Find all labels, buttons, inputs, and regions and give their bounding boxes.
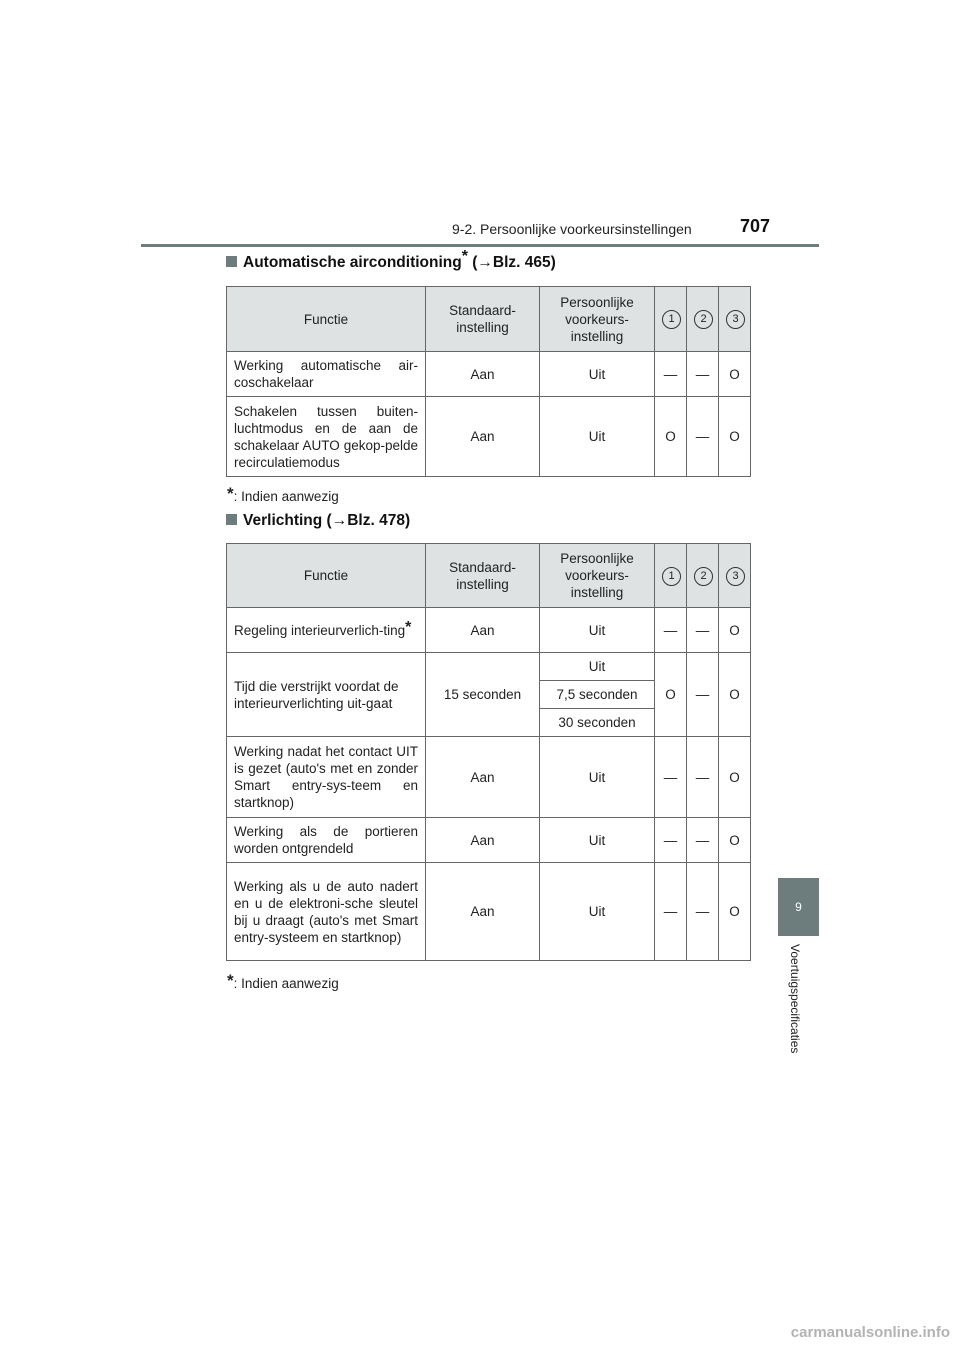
method-1-cell: O — [655, 653, 687, 737]
column-header-1 — [655, 544, 687, 608]
method-3-cell: O — [719, 608, 751, 653]
method-2-cell: — — [687, 653, 719, 737]
default-cell: 15 seconden — [426, 653, 540, 737]
custom-cell: Uit — [540, 737, 655, 818]
default-cell: Aan — [426, 737, 540, 818]
method-1-cell: — — [655, 352, 687, 397]
feature-cell: Werking nadat het contact UIT is gezet (auto's met en zonder Smart entry-sys-teem en startknop) — [227, 737, 426, 818]
custom-option-cell: Uit — [540, 653, 655, 681]
method-2-cell: — — [687, 608, 719, 653]
feature-text: Regeling interieurverlich-ting — [234, 622, 406, 638]
section-heading-lighting — [226, 512, 410, 530]
method-3-cell: O — [719, 863, 751, 961]
circled-number-3: 3 — [726, 310, 745, 329]
square-bullet-icon — [226, 514, 237, 525]
circled-number-3: 3 — [726, 567, 745, 586]
feature-cell: Werking als de portieren worden ontgrendeld — [227, 818, 426, 863]
chapter-number: 9 — [795, 900, 802, 914]
method-3-cell: O — [719, 818, 751, 863]
table-row — [227, 818, 751, 863]
method-3-cell: O — [719, 352, 751, 397]
feature-cell — [227, 608, 426, 653]
method-2-cell: — — [687, 863, 719, 961]
table-row — [227, 863, 751, 961]
footnote-star: * — [461, 247, 468, 265]
table-row — [227, 608, 751, 653]
circled-number-1: 1 — [662, 310, 681, 329]
method-1-cell: — — [655, 818, 687, 863]
feature-cell: Tijd die verstrijkt voordat de interieurverlichting uit-gaat — [227, 653, 426, 737]
footnote — [227, 484, 339, 504]
method-3-cell: O — [719, 397, 751, 477]
footnote-star: * — [405, 618, 412, 636]
custom-cell: Uit — [540, 352, 655, 397]
header-divider — [141, 244, 819, 247]
section-title: Verlichting — [243, 512, 323, 529]
column-header-custom: Persoonlijke voorkeurs-instelling — [540, 287, 655, 352]
column-header-default: Standaard-instelling — [426, 544, 540, 608]
lighting-settings-table — [226, 543, 751, 961]
feature-cell: Werking als u de auto nadert en u de elektroni-sche sleutel bij u draagt (auto's met Smart entry-systeem en startknop) — [227, 863, 426, 961]
method-3-cell: O — [719, 653, 751, 737]
method-1-cell: — — [655, 863, 687, 961]
custom-cell: Uit — [540, 397, 655, 477]
custom-cell: Uit — [540, 608, 655, 653]
section-title: Automatische airconditioning — [243, 254, 462, 271]
column-header-2 — [687, 544, 719, 608]
circled-number-1: 1 — [662, 567, 681, 586]
chapter-tab — [778, 878, 819, 936]
footnote-text: : Indien aanwezig — [233, 976, 339, 991]
footnote-text: : Indien aanwezig — [233, 489, 339, 504]
circled-number-2: 2 — [694, 567, 713, 586]
default-cell: Aan — [426, 818, 540, 863]
table-row — [227, 397, 751, 477]
default-cell: Aan — [426, 352, 540, 397]
feature-cell: Schakelen tussen buiten-luchtmodus en de aan de schakelaar AUTO gekop-pelde recirculatiemodus — [227, 397, 426, 477]
custom-cell: Uit — [540, 818, 655, 863]
method-2-cell: — — [687, 397, 719, 477]
default-cell: Aan — [426, 863, 540, 961]
column-header-function: Functie — [227, 544, 426, 608]
section-header-title: 9-2. Persoonlijke voorkeursinstellingen — [452, 221, 692, 237]
column-header-default: Standaard-instelling — [426, 287, 540, 352]
custom-option-cell: 7,5 seconden — [540, 681, 655, 709]
feature-cell: Werking automatische air-coschakelaar — [227, 352, 426, 397]
table-row — [227, 352, 751, 397]
footnote — [227, 971, 339, 991]
method-2-cell: — — [687, 818, 719, 863]
column-header-custom: Persoonlijke voorkeurs-instelling — [540, 544, 655, 608]
page-reference: (→Blz. 478) — [322, 512, 411, 529]
page-number: 707 — [740, 216, 771, 236]
custom-cell: Uit — [540, 863, 655, 961]
custom-option-cell: 30 seconden — [540, 709, 655, 737]
default-cell: Aan — [426, 397, 540, 477]
footnote-star: * — [227, 971, 234, 990]
page-reference: (→Blz. 465) — [467, 254, 556, 271]
column-header-3 — [719, 287, 751, 352]
table-header-row — [227, 287, 751, 352]
table-row — [227, 653, 751, 681]
column-header-function: Functie — [227, 287, 426, 352]
column-header-3 — [719, 544, 751, 608]
table-header-row — [227, 544, 751, 608]
square-bullet-icon — [226, 256, 237, 267]
method-1-cell: O — [655, 397, 687, 477]
method-3-cell: O — [719, 737, 751, 818]
default-cell: Aan — [426, 608, 540, 653]
airconditioning-settings-table — [226, 286, 751, 477]
method-2-cell: — — [687, 737, 719, 818]
method-1-cell: — — [655, 608, 687, 653]
watermark: carmanualsonline.info — [790, 1324, 950, 1341]
circled-number-2: 2 — [694, 310, 713, 329]
column-header-1 — [655, 287, 687, 352]
chapter-side-label: Voertuigspecificaties — [788, 944, 802, 1054]
footnote-star: * — [227, 484, 234, 503]
table-row — [227, 737, 751, 818]
section-heading-airconditioning — [226, 247, 556, 272]
method-1-cell: — — [655, 737, 687, 818]
column-header-2 — [687, 287, 719, 352]
method-2-cell: — — [687, 352, 719, 397]
